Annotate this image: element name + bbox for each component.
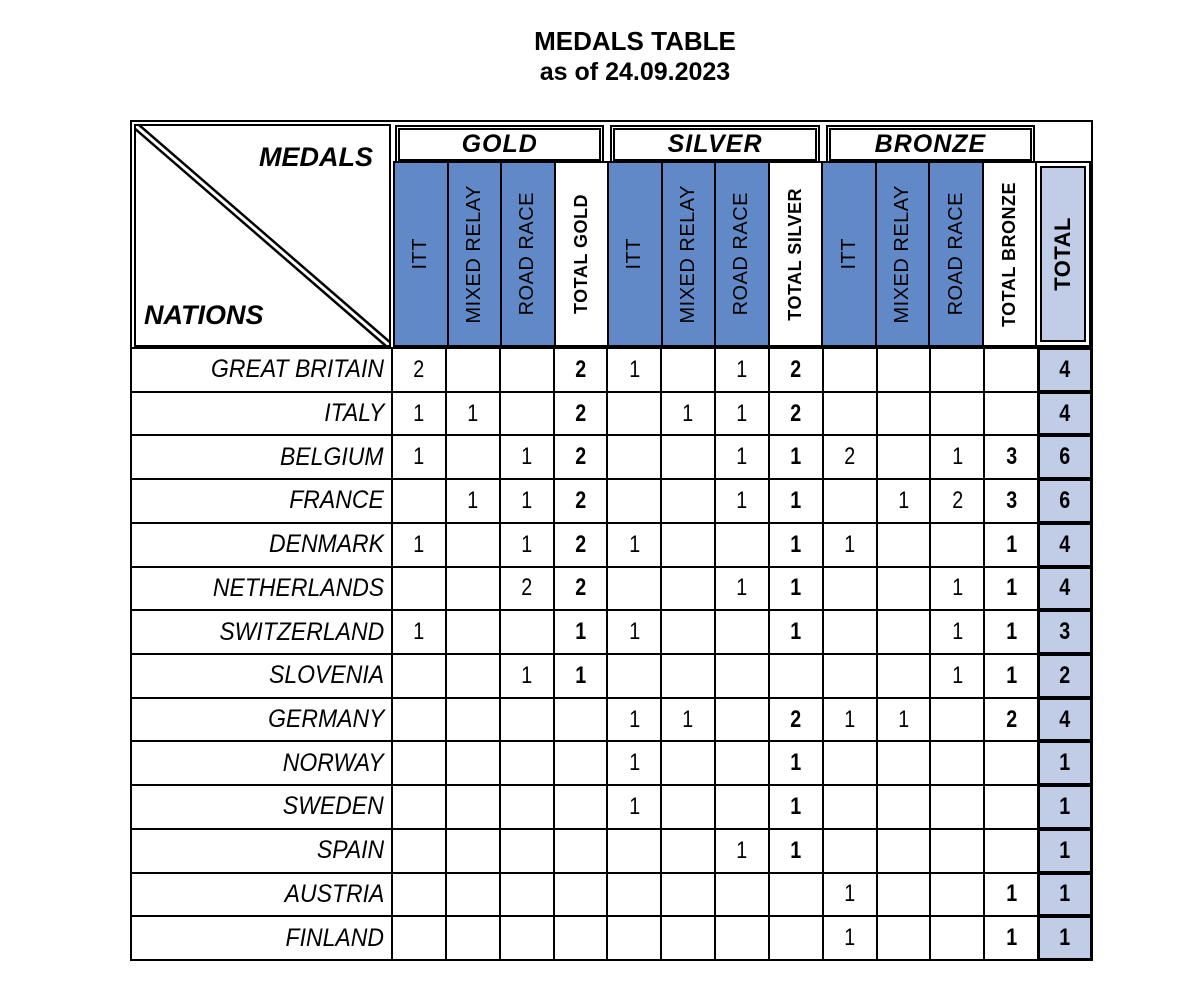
medal-count-cell: 2: [770, 699, 822, 741]
medal-count-cell: [393, 874, 445, 916]
medal-count-cell: [608, 655, 660, 697]
medals-axis-label: MEDALS: [259, 142, 373, 172]
medal-count-cell: 2: [931, 480, 983, 522]
medal-count-cell: [501, 786, 553, 828]
medal-count-cell: 1: [447, 480, 499, 522]
medal-count-cell: [878, 349, 930, 391]
medal-count-cell: [501, 830, 553, 872]
medal-count-cell: [662, 480, 714, 522]
medal-count-cell: [931, 742, 983, 784]
medal-count-cell: 2: [770, 393, 822, 435]
total-cell: 1: [1039, 786, 1091, 828]
medal-count-cell: 1: [824, 524, 876, 566]
total-cell: 4: [1039, 699, 1091, 741]
medal-count-cell: [393, 568, 445, 610]
bronze-group-header: BRONZE: [826, 125, 1035, 164]
col-header-gold-itt: ITT: [395, 163, 447, 345]
medal-count-cell: [878, 830, 930, 872]
medal-count-cell: 1: [878, 480, 930, 522]
nation-cell: FINLAND: [132, 917, 391, 959]
medal-count-cell: 1: [985, 917, 1037, 959]
medal-count-cell: [985, 393, 1037, 435]
medal-count-cell: [716, 874, 768, 916]
medal-count-cell: [608, 830, 660, 872]
medal-count-cell: [878, 655, 930, 697]
medal-count-cell: 2: [555, 524, 607, 566]
medal-count-cell: [878, 524, 930, 566]
medal-count-cell: 2: [555, 349, 607, 391]
total-cell: 1: [1039, 830, 1091, 872]
medal-count-cell: [662, 524, 714, 566]
medal-count-cell: 1: [393, 393, 445, 435]
medal-count-cell: 1: [770, 524, 822, 566]
medal-count-cell: [878, 611, 930, 653]
medal-count-cell: [716, 699, 768, 741]
table-body: [132, 349, 1091, 959]
medal-count-cell: [824, 611, 876, 653]
medal-count-cell: [931, 349, 983, 391]
medal-count-cell: 2: [985, 699, 1037, 741]
medal-count-cell: 1: [985, 655, 1037, 697]
medal-count-cell: [931, 917, 983, 959]
medal-count-cell: [985, 742, 1037, 784]
col-header-gold-mixed-relay: MIXED RELAY: [449, 163, 501, 345]
medal-count-cell: [501, 742, 553, 784]
medal-count-cell: [716, 917, 768, 959]
medal-count-cell: [662, 742, 714, 784]
nation-cell: FRANCE: [132, 480, 391, 522]
medal-count-cell: [393, 480, 445, 522]
medal-count-cell: 1: [501, 524, 553, 566]
total-cell: 6: [1039, 436, 1091, 478]
medals-table: [130, 120, 1093, 961]
col-header-total-silver: TOTAL SILVER: [770, 163, 822, 345]
total-cell: 4: [1039, 524, 1091, 566]
medal-count-cell: 1: [608, 786, 660, 828]
medal-count-cell: [985, 830, 1037, 872]
medal-count-cell: [878, 436, 930, 478]
medal-count-cell: [662, 917, 714, 959]
medal-count-cell: [608, 917, 660, 959]
medal-count-cell: 1: [393, 524, 445, 566]
medal-count-cell: [393, 742, 445, 784]
medal-count-cell: 2: [555, 436, 607, 478]
col-header-total: TOTAL: [1037, 163, 1089, 345]
medal-count-cell: [716, 524, 768, 566]
medal-count-cell: [608, 436, 660, 478]
col-header-bronze-mixed-relay: MIXED RELAY: [877, 163, 929, 345]
medal-count-cell: 3: [985, 436, 1037, 478]
nation-cell: NORWAY: [132, 742, 391, 784]
medal-count-cell: 1: [501, 436, 553, 478]
medal-count-cell: [716, 611, 768, 653]
medal-count-cell: [931, 524, 983, 566]
medal-count-cell: 1: [770, 830, 822, 872]
medal-count-cell: [555, 699, 607, 741]
medal-count-cell: [501, 917, 553, 959]
medal-count-cell: [716, 655, 768, 697]
total-cell: 1: [1039, 874, 1091, 916]
nation-cell: DENMARK: [132, 524, 391, 566]
medal-count-cell: 3: [985, 480, 1037, 522]
medal-count-cell: 2: [555, 480, 607, 522]
medal-count-cell: [555, 917, 607, 959]
nation-cell: BELGIUM: [132, 436, 391, 478]
medal-count-cell: 1: [824, 699, 876, 741]
col-header-total-gold: TOTAL GOLD: [556, 163, 608, 345]
medal-count-cell: [878, 742, 930, 784]
nation-cell: SWEDEN: [132, 786, 391, 828]
medal-count-cell: 1: [931, 611, 983, 653]
silver-group-header: SILVER: [610, 125, 819, 164]
medal-count-cell: [447, 568, 499, 610]
medal-count-cell: [878, 568, 930, 610]
medal-count-cell: [393, 699, 445, 741]
medal-count-cell: 1: [824, 917, 876, 959]
col-header-silver-road-race: ROAD RACE: [716, 163, 768, 345]
medal-count-cell: 1: [770, 742, 822, 784]
medal-count-cell: [555, 786, 607, 828]
col-header-bronze-itt: ITT: [823, 163, 875, 345]
column-headers: [393, 124, 1091, 347]
medal-count-cell: 2: [770, 349, 822, 391]
total-cell: 4: [1039, 393, 1091, 435]
medal-count-cell: [931, 874, 983, 916]
medal-count-cell: [393, 917, 445, 959]
medal-count-cell: [824, 742, 876, 784]
medal-count-cell: 1: [770, 611, 822, 653]
page-title: [35, 26, 1200, 88]
medal-count-cell: 1: [393, 436, 445, 478]
table-header: [132, 122, 1091, 349]
medal-count-cell: [555, 742, 607, 784]
medal-count-cell: 1: [716, 349, 768, 391]
medal-count-cell: 1: [608, 349, 660, 391]
medal-count-cell: 1: [662, 699, 714, 741]
corner-cell: [134, 124, 391, 347]
medal-count-cell: 1: [985, 568, 1037, 610]
medal-count-cell: 1: [985, 611, 1037, 653]
medal-count-cell: [447, 611, 499, 653]
medal-count-cell: 1: [931, 655, 983, 697]
medal-count-cell: [824, 786, 876, 828]
medal-count-cell: [447, 524, 499, 566]
medal-count-cell: 1: [501, 655, 553, 697]
medal-count-cell: 1: [716, 480, 768, 522]
medal-count-cell: 1: [770, 436, 822, 478]
nation-cell: SLOVENIA: [132, 655, 391, 697]
medal-count-cell: [501, 611, 553, 653]
nation-cell: SPAIN: [132, 830, 391, 872]
medal-count-cell: [824, 393, 876, 435]
medal-count-cell: [662, 786, 714, 828]
medal-count-cell: 1: [770, 568, 822, 610]
medal-count-cell: [662, 349, 714, 391]
medal-count-cell: 1: [608, 699, 660, 741]
nation-cell: GREAT BRITAIN: [132, 349, 391, 391]
medal-count-cell: [662, 830, 714, 872]
medal-count-cell: [770, 655, 822, 697]
medal-count-cell: [878, 786, 930, 828]
medal-count-cell: [501, 699, 553, 741]
medal-count-cell: [824, 655, 876, 697]
medal-count-cell: 1: [716, 393, 768, 435]
medal-count-cell: [447, 874, 499, 916]
medal-count-cell: 1: [608, 742, 660, 784]
medal-count-cell: [985, 786, 1037, 828]
medal-count-cell: [447, 830, 499, 872]
total-cell: 2: [1039, 655, 1091, 697]
medal-count-cell: 1: [555, 655, 607, 697]
medal-count-cell: [716, 786, 768, 828]
total-cell: 1: [1039, 917, 1091, 959]
medal-count-cell: [555, 830, 607, 872]
medal-count-cell: 2: [824, 436, 876, 478]
medal-count-cell: [662, 611, 714, 653]
medal-count-cell: [662, 436, 714, 478]
medal-count-cell: [447, 917, 499, 959]
medal-count-cell: 1: [985, 874, 1037, 916]
medal-count-cell: [770, 917, 822, 959]
medal-count-cell: 1: [931, 568, 983, 610]
total-cell: 4: [1039, 349, 1091, 391]
nation-cell: AUSTRIA: [132, 874, 391, 916]
medal-count-cell: 1: [931, 436, 983, 478]
medal-count-cell: [608, 393, 660, 435]
medal-count-cell: [824, 568, 876, 610]
medal-count-cell: [770, 874, 822, 916]
medal-count-cell: [662, 655, 714, 697]
medal-count-cell: 1: [662, 393, 714, 435]
medal-count-cell: 2: [555, 393, 607, 435]
title-date: as of 24.09.2023: [539, 58, 731, 86]
medal-count-cell: [447, 699, 499, 741]
total-cell: 4: [1039, 568, 1091, 610]
medal-count-cell: 1: [608, 524, 660, 566]
total-cell: 3: [1039, 611, 1091, 653]
medal-count-cell: [662, 874, 714, 916]
title-main: MEDALS TABLE: [534, 26, 736, 56]
gold-group-header: GOLD: [395, 125, 604, 164]
col-header-gold-road-race: ROAD RACE: [502, 163, 554, 345]
medal-count-cell: 1: [555, 611, 607, 653]
medal-count-cell: [931, 830, 983, 872]
medal-count-cell: [878, 917, 930, 959]
medal-count-cell: 1: [716, 568, 768, 610]
medal-count-cell: 2: [555, 568, 607, 610]
medal-type-header-row: [393, 124, 1091, 161]
medal-count-cell: [447, 655, 499, 697]
col-header-bronze-road-race: ROAD RACE: [930, 163, 982, 345]
medal-count-cell: [555, 874, 607, 916]
medal-count-cell: [878, 393, 930, 435]
medal-count-cell: 1: [770, 480, 822, 522]
medal-count-cell: 2: [393, 349, 445, 391]
medal-count-cell: [447, 436, 499, 478]
medal-count-cell: [608, 480, 660, 522]
medal-count-cell: [447, 742, 499, 784]
medal-count-cell: 1: [716, 436, 768, 478]
col-header-total-bronze: TOTAL BRONZE: [984, 163, 1036, 345]
medal-count-cell: [878, 874, 930, 916]
medal-count-cell: [931, 699, 983, 741]
event-header-row: [393, 161, 1091, 347]
medal-count-cell: [824, 349, 876, 391]
medal-count-cell: 1: [824, 874, 876, 916]
nation-cell: NETHERLANDS: [132, 568, 391, 610]
medal-count-cell: 1: [447, 393, 499, 435]
medal-count-cell: [662, 568, 714, 610]
medal-count-cell: [608, 568, 660, 610]
col-header-silver-itt: ITT: [609, 163, 661, 345]
total-cell: 6: [1039, 480, 1091, 522]
medal-count-cell: [985, 349, 1037, 391]
medal-count-cell: [931, 786, 983, 828]
medal-count-cell: 2: [501, 568, 553, 610]
nation-cell: ITALY: [132, 393, 391, 435]
medal-count-cell: [501, 393, 553, 435]
medal-count-cell: 1: [501, 480, 553, 522]
medal-count-cell: [447, 349, 499, 391]
medal-count-cell: 1: [393, 611, 445, 653]
total-cell: 1: [1039, 742, 1091, 784]
medal-count-cell: [393, 830, 445, 872]
medal-count-cell: [501, 874, 553, 916]
medal-count-cell: 1: [716, 830, 768, 872]
medal-count-cell: 1: [608, 611, 660, 653]
nations-axis-label: NATIONS: [144, 300, 264, 330]
medal-count-cell: [393, 655, 445, 697]
medal-count-cell: 1: [878, 699, 930, 741]
medal-count-cell: 1: [770, 786, 822, 828]
nation-cell: GERMANY: [132, 699, 391, 741]
nation-cell: SWITZERLAND: [132, 611, 391, 653]
medal-count-cell: [447, 786, 499, 828]
medal-count-cell: [608, 874, 660, 916]
medal-count-cell: [931, 393, 983, 435]
col-header-silver-mixed-relay: MIXED RELAY: [663, 163, 715, 345]
medal-count-cell: [716, 742, 768, 784]
medal-count-cell: [824, 480, 876, 522]
medal-count-cell: [824, 830, 876, 872]
medal-count-cell: [501, 349, 553, 391]
medal-count-cell: [393, 786, 445, 828]
medal-count-cell: 1: [985, 524, 1037, 566]
